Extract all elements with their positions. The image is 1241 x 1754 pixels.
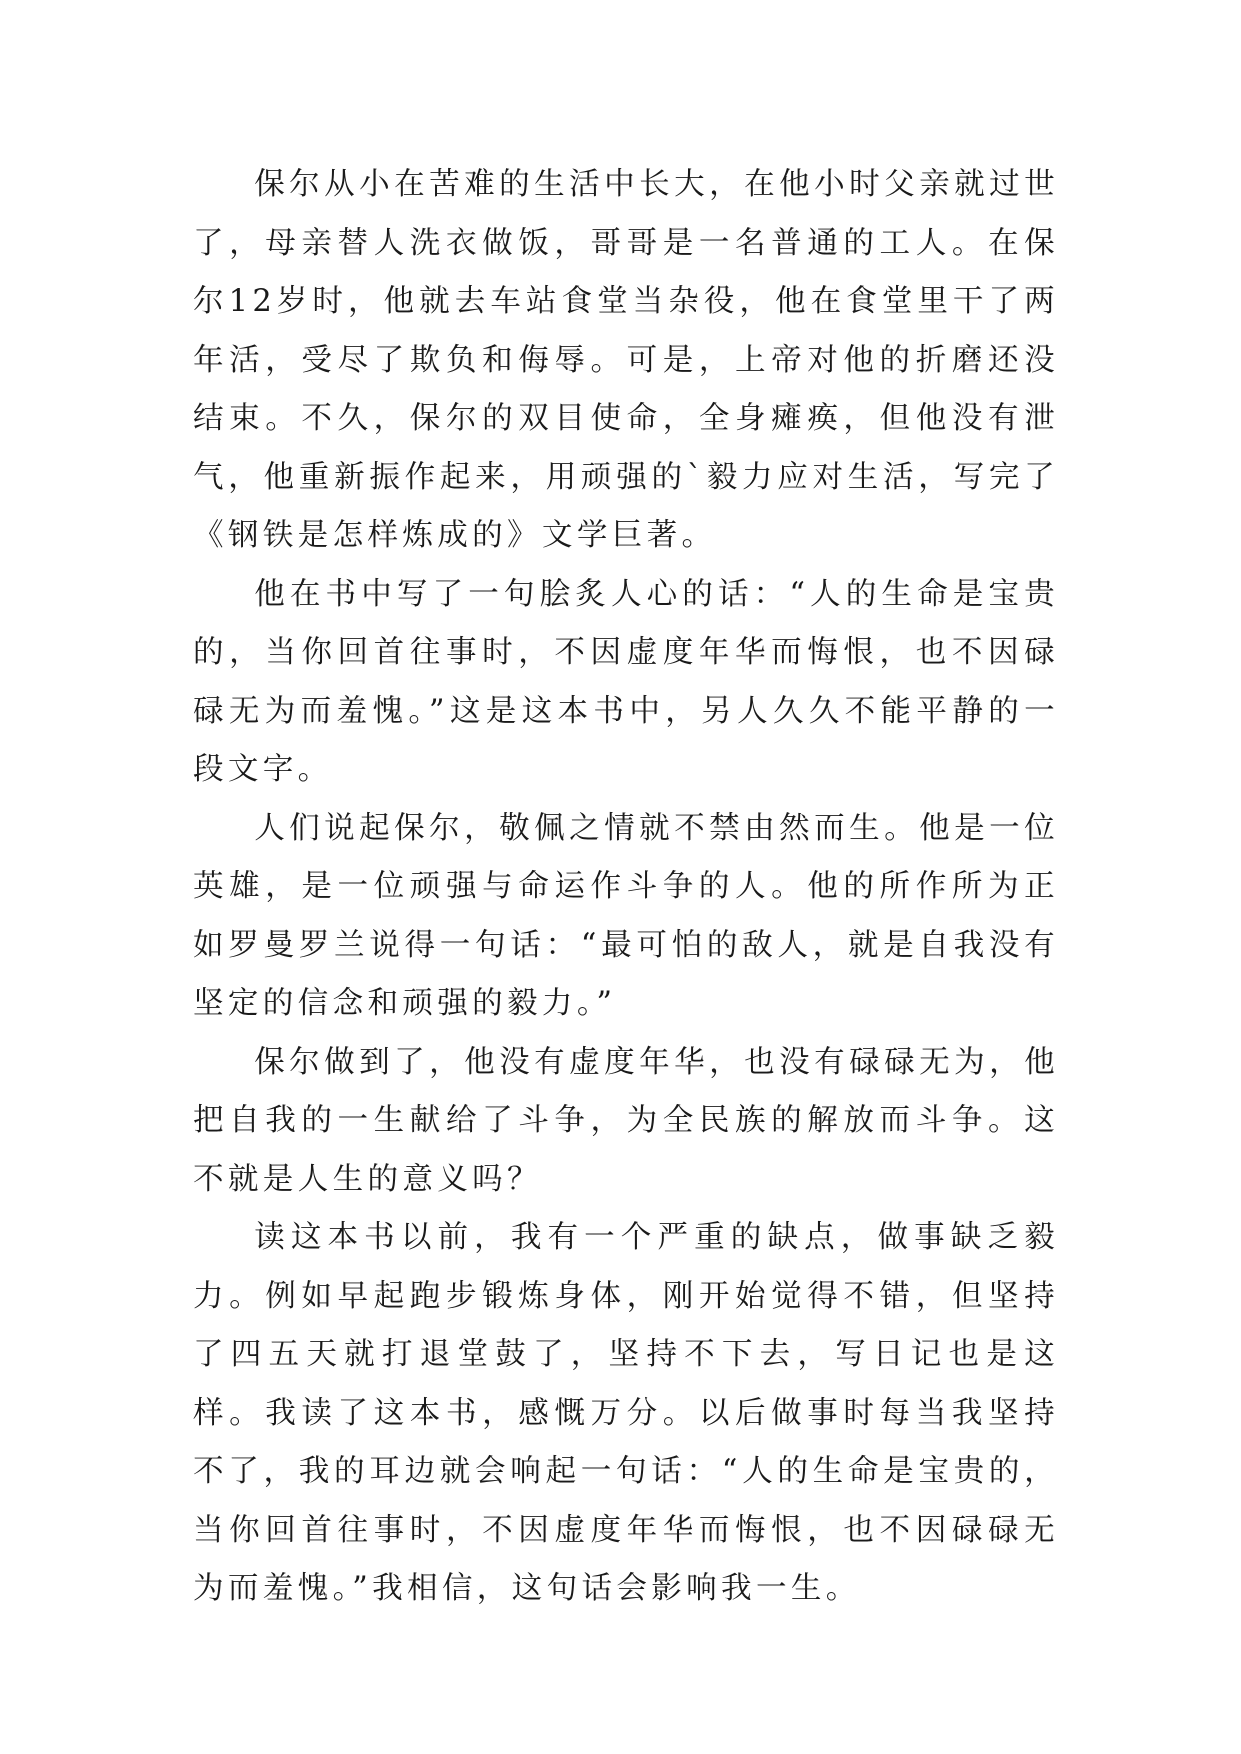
- paragraph-2: 他在书中写了一句脍炙人心的话：“人的生命是宝贵的，当你回首往事时，不因虚度年华而悔恨，也不因碌碌无为而羞愧。”这是这本书中，另人久久不能平静的一段文字。: [193, 576, 1059, 787]
- paragraph-5: 读这本书以前，我有一个严重的缺点，做事缺乏毅力。例如早起跑步锻炼身体，刚开始觉得不错，但坚持了四五天就打退堂鼓了，坚持不下去，写日记也是这样。我读了这本书，感慨万分。以后做事时每当我坚持不了，我的耳边就会响起一句话：“人的生命是宝贵的，当你回首往事时，不因虚度年华而悔恨，也不因碌碌无为而羞愧。”我相信，这句话会影响我一生。: [193, 1220, 1059, 1606]
- paragraph-3: 人们说起保尔，敬佩之情就不禁由然而生。他是一位英雄，是一位顽强与命运作斗争的人。他的所作所为正如罗曼罗兰说得一句话：“最可怕的敌人，就是自我没有坚定的信念和顽强的毅力。”: [193, 810, 1059, 1021]
- document-body: [193, 156, 1059, 1619]
- paragraph-4: 保尔做到了，他没有虚度年华，也没有碌碌无为，他把自我的一生献给了斗争，为全民族的解放而斗争。这不就是人生的意义吗？: [193, 1044, 1059, 1197]
- paragraph-1: 保尔从小在苦难的生活中长大，在他小时父亲就过世了，母亲替人洗衣做饭，哥哥是一名普通的工人。在保尔12岁时，他就去车站食堂当杂役，他在食堂里干了两年活，受尽了欺负和侮辱。可是，上帝对他的折磨还没结束。不久，保尔的双目使命，全身瘫痪，但他没有泄气，他重新振作起来，用顽强的`毅力应对生活，写完了《钢铁是怎样炼成的》文学巨著。: [193, 167, 1059, 553]
